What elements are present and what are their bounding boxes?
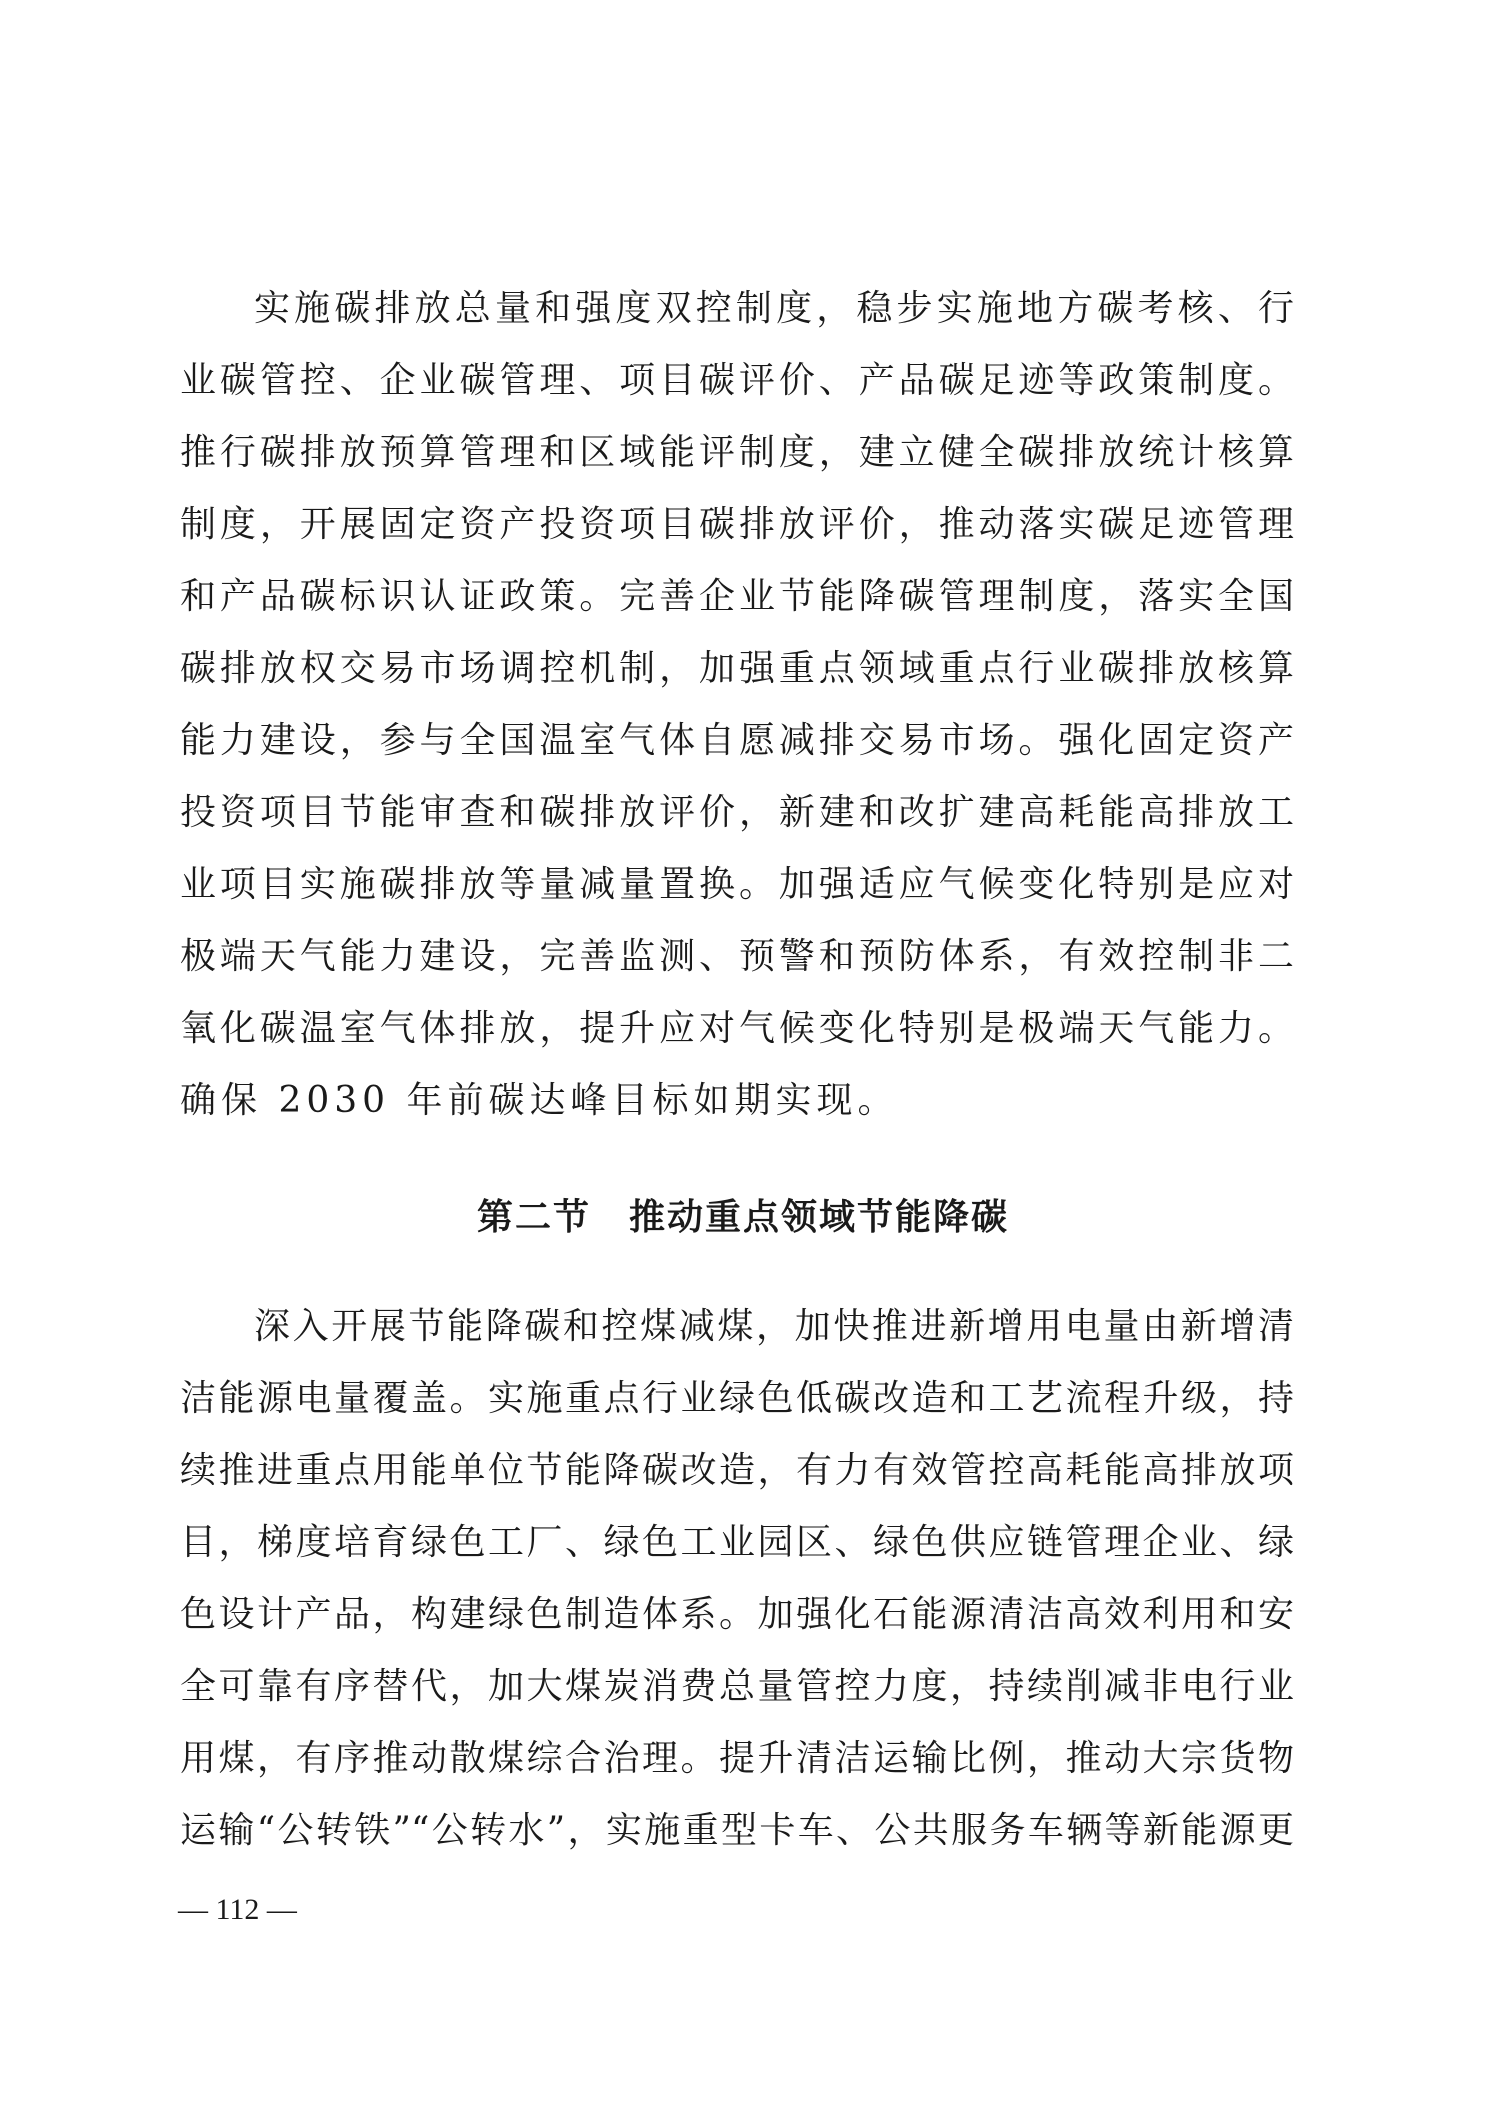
paragraph-line: 确保 2030 年前碳达峰目标如期实现。 [180, 1080, 899, 1121]
paragraph-line: 推行碳排放预算管理和区域能评制度，建立健全碳排放统计核算 [180, 432, 1294, 473]
paragraph-line: 投资项目节能审查和碳排放评价，新建和改扩建高耗能高排放工 [180, 792, 1294, 833]
paragraph-line: 业项目实施碳排放等量减量置换。加强适应气候变化特别是应对 [180, 864, 1294, 905]
paragraph-line: 和产品碳标识认证政策。完善企业节能降碳管理制度，落实全国 [180, 576, 1294, 617]
paragraph-line: 氧化碳温室气体排放，提升应对气候变化特别是极端天气能力。 [180, 1008, 1294, 1049]
paragraph-line: 运输“公转铁”“公转水”，实施重型卡车、公共服务车辆等新能源更 [180, 1810, 1294, 1851]
section-heading: 第二节 推动重点领域节能降碳 [476, 1197, 1009, 1238]
paragraph-line: 极端天气能力建设，完善监测、预警和预防体系，有效控制非二 [180, 936, 1294, 977]
paragraph-line: 色设计产品，构建绿色制造体系。加强化石能源清洁高效利用和安 [180, 1594, 1294, 1635]
paragraph-line: 洁能源电量覆盖。实施重点行业绿色低碳改造和工艺流程升级，持 [180, 1378, 1294, 1419]
paragraph-line: 目，梯度培育绿色工厂、绿色工业园区、绿色供应链管理企业、绿 [180, 1522, 1294, 1563]
page-number: — 112 — [178, 1893, 297, 1926]
paragraph-line: 能力建设，参与全国温室气体自愿减排交易市场。强化固定资产 [180, 720, 1294, 761]
paragraph-line: 碳排放权交易市场调控机制，加强重点领域重点行业碳排放核算 [180, 648, 1294, 689]
paragraph-line: 用煤，有序推动散煤综合治理。提升清洁运输比例，推动大宗货物 [180, 1738, 1294, 1779]
paragraph-line: 实施碳排放总量和强度双控制度，稳步实施地方碳考核、行 [254, 288, 1294, 329]
paragraph-line: 制度，开展固定资产投资项目碳排放评价，推动落实碳足迹管理 [180, 504, 1294, 545]
paragraph-line: 续推进重点用能单位节能降碳改造，有力有效管控高耗能高排放项 [180, 1450, 1294, 1491]
paragraph-line: 业碳管控、企业碳管理、项目碳评价、产品碳足迹等政策制度。 [180, 360, 1294, 401]
paragraph-line: 全可靠有序替代，加大煤炭消费总量管控力度，持续削减非电行业 [180, 1666, 1294, 1707]
paragraph-line: 深入开展节能降碳和控煤减煤，加快推进新增用电量由新增清 [254, 1306, 1294, 1347]
